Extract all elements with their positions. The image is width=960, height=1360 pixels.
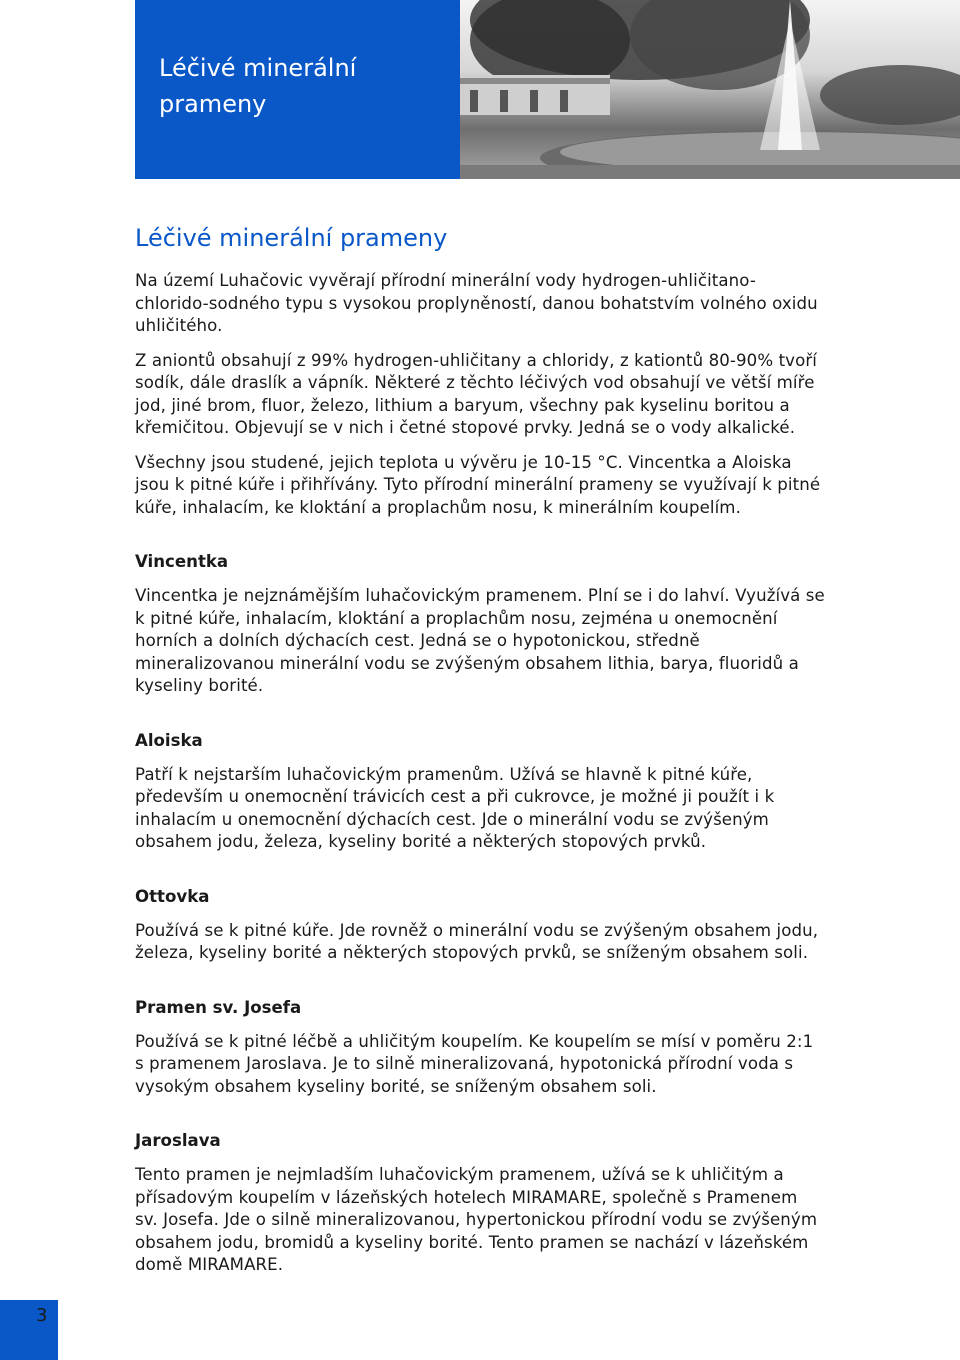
- header-banner: [135, 0, 960, 179]
- section-vincentka: [135, 551, 825, 698]
- intro-paragraph-1: Na území Luhačovic vyvěrají přírodní minerální vody hydrogen-uhličitano-chlorido-sodného typu s vysokou proplyněností, danou bohatstvím volného oxidu uhličitého.: [135, 271, 818, 335]
- section-heading: Vincentka: [135, 552, 229, 571]
- section-text: Používá se k pitné léčbě a uhličitým koupelím. Ke koupelím se mísí v poměru 2:1 s pramenem Jaroslava. Je to silně mineralizovaná, hypotonická přírodní voda s vysokým obsahem kyseliny borité, se sníženým obsahem soli.: [135, 1031, 814, 1096]
- main-content: [135, 222, 825, 1277]
- fountain-photo-illustration: [460, 0, 960, 179]
- section-heading: Ottovka: [135, 886, 210, 906]
- section-pramen-sv-josefa: [135, 997, 825, 1099]
- intro-paragraph-3: Všechny jsou studené, jejich teplota u vývěru je 10-15 °C. Vincentka a Aloiska jsou k pitné kúře i přihřívány. Tyto přírodní minerální prameny se využívají k pitné kúře, inhalacím, ke kloktání a proplachům nosu, k minerálním koupelím.: [135, 452, 821, 517]
- banner-title: Léčivé minerální prameny: [159, 54, 357, 118]
- section-heading: Aloiska: [135, 730, 203, 750]
- page-number: 3: [36, 1305, 48, 1326]
- fountain-photo: [460, 0, 960, 179]
- section-heading: Pramen sv. Josefa: [135, 997, 302, 1017]
- section-heading: Jaroslava: [135, 1131, 221, 1150]
- section-text: Patří k nejstarším luhačovickým pramenům. Užívá se hlavně k pitné kúře, především u onemocnění trávicích cest a při cukrovce, je možné ji použít i k inhalacím u onemocnění dýchacích cest. Jde o minerální vodu se zvýšeným obsahem jodu, železa, kyseliny borité a některých stopových prvků.: [135, 764, 775, 851]
- banner-title-panel: [135, 0, 460, 179]
- page-title: Léčivé minerální prameny: [135, 224, 448, 252]
- section-text: Tento pramen je nejmladším luhačovickým pramenem, užívá se k uhličitým a přísadovým koupelím v lázeňských hotelech MIRAMARE, společně s Pramenem sv. Josefa. Jde o silně mineralizovanou, hypertonickou přírodní vodu se zvýšeným obsahem jodu, bromidů a kyseliny borité. Tento pramen se nachází v lázeňském domě MIRAMARE.: [135, 1165, 818, 1274]
- intro-paragraph-2: Z aniontů obsahují z 99% hydrogen-uhličitany a chloridy, z kationtů 80-90% tvoří sodík, dále draslík a vápník. Některé z těchto léčivých vod obsahují ve větší míře jod, jiné brom, fluor, železo, lithium a baryum, všechny pak kyselinu boritou a křemičitou. Objevují se v nich i četné stopové prvky. Jedná se o vody alkalické.: [135, 350, 817, 437]
- section-ottovka: [135, 886, 825, 965]
- section-aloiska: [135, 730, 825, 854]
- page-number-tab: [0, 1300, 58, 1360]
- section-text: Používá se k pitné kúře. Jde rovněž o minerální vodu se zvýšeným obsahem jodu, železa, kyseliny borité a některých stopových prvků, se sníženým obsahem soli.: [135, 920, 819, 962]
- section-text: Vincentka je nejznámějším luhačovickým pramenem. Plní se i do lahví. Využívá se k pitné kúře, inhalacím, kloktání a proplachům nosu, zejména u onemocnění horních a dolních dýchacích cest. Jedná se o hypotonickou, středně mineralizovanou minerální vodu se zvýšeným obsahem lithia, barya, fluoridů a kyseliny borité.: [135, 586, 825, 695]
- section-jaroslava: [135, 1130, 825, 1277]
